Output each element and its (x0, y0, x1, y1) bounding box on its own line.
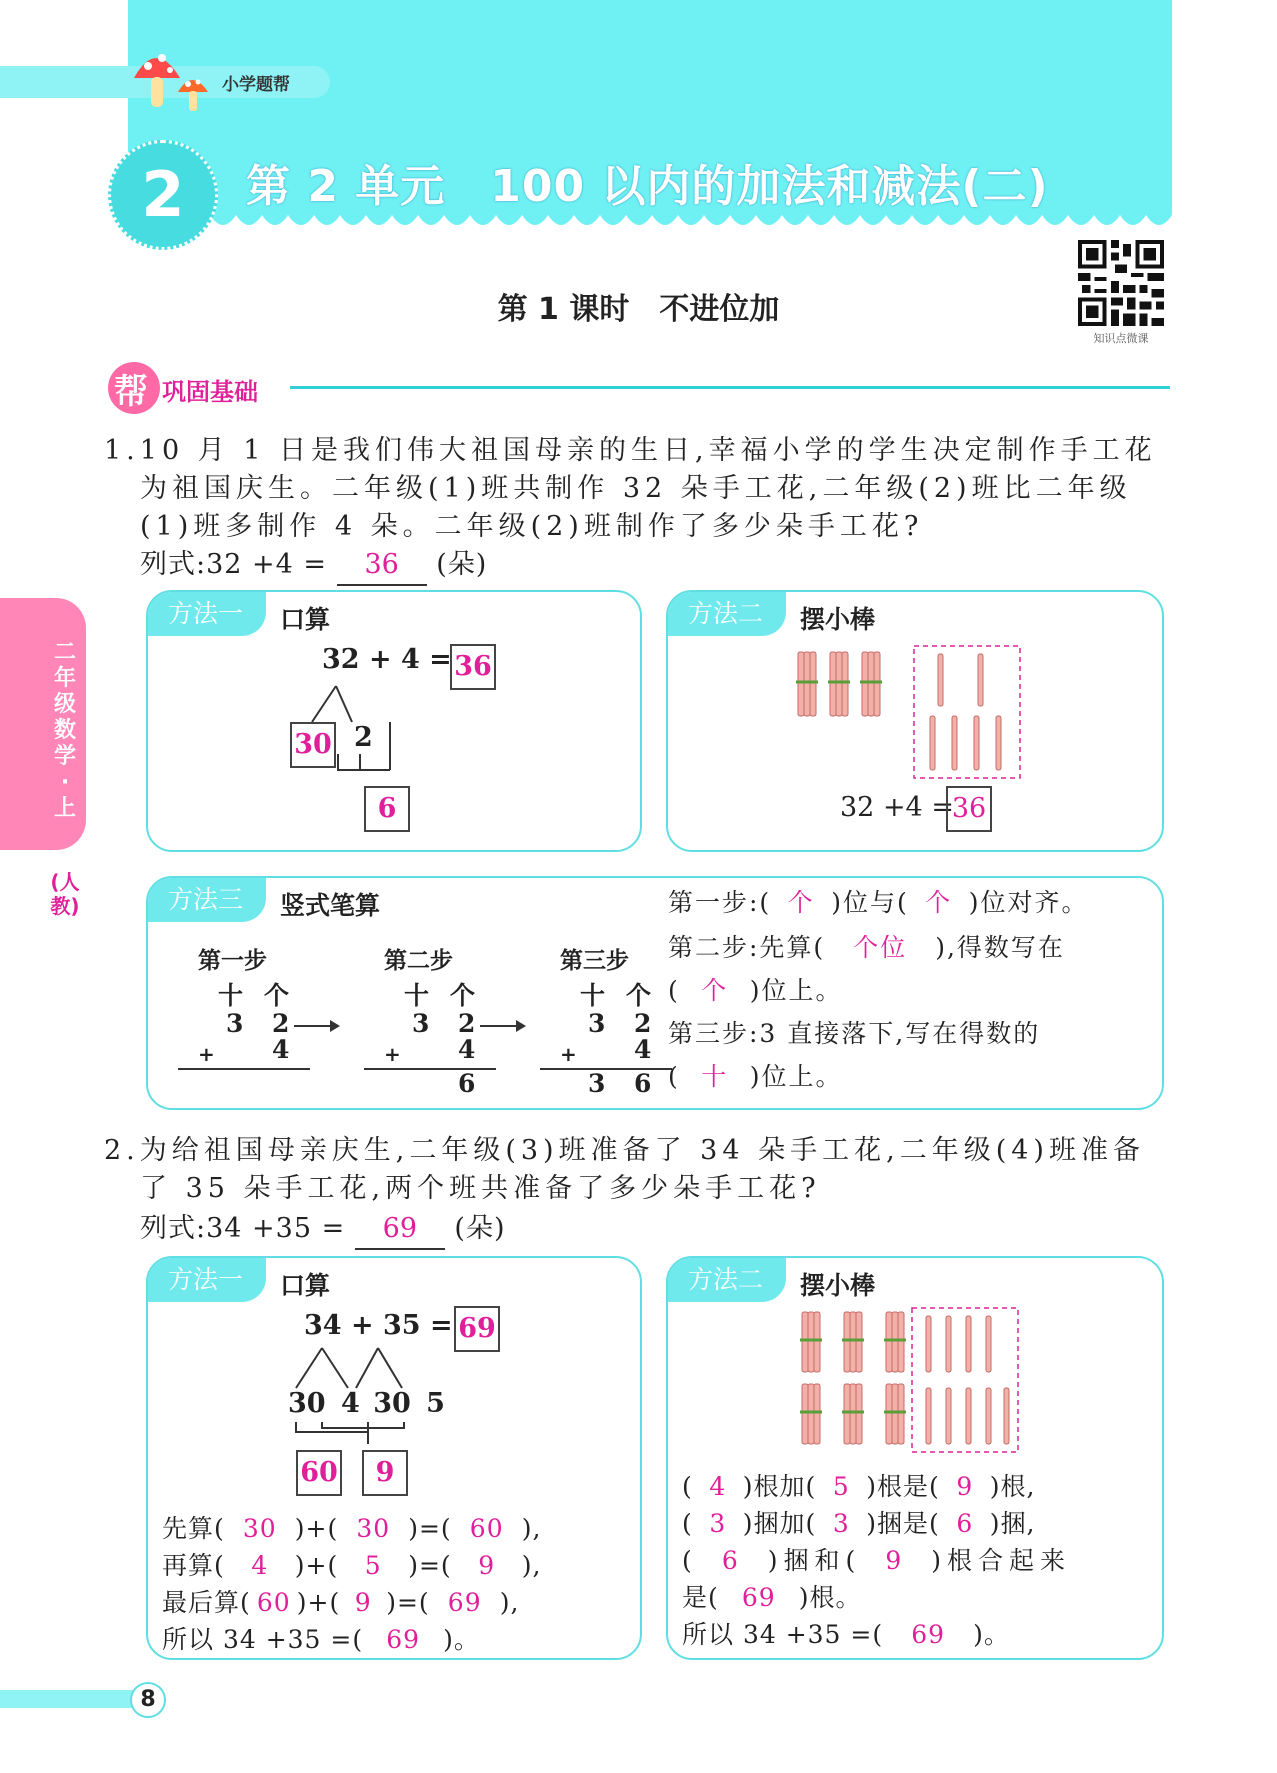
unit-title: 第 2 单元 100 以内的加法和减法(二) (246, 161, 1049, 212)
section-title: 巩固基础 (162, 378, 258, 406)
method-name: 口算 (280, 605, 331, 634)
page-number: 8 (130, 1682, 166, 1718)
lesson-title: 第 1 课时 不进位加 (497, 292, 780, 327)
result-box[interactable]: 69 (454, 1306, 500, 1352)
column-sum: 十 个 3 2 + 4 3 6 (560, 982, 680, 1092)
formula-text: 列式:34 +35 = (140, 1213, 346, 1244)
problem-2-text (104, 1132, 1174, 1208)
mushroom-icon (126, 44, 216, 116)
sticks-expression: 32 +4 = (840, 792, 954, 823)
formula-unit: (朵) (436, 549, 488, 580)
column-sum: 十 个 3 2 + 4 6 (384, 982, 504, 1092)
sticks-picture (788, 642, 1028, 782)
split-lines (248, 1344, 448, 1534)
problem-line: (1)班多制作 4 朵。二年级(2)班制作了多少朵手工花? (140, 511, 924, 542)
method-label: 方法二 (668, 592, 786, 636)
formula-text: 列式:32 +4 = (140, 549, 328, 580)
split-box[interactable]: 30 (290, 722, 336, 768)
page-number-bar (0, 1690, 150, 1708)
method-label: 方法二 (668, 1258, 786, 1302)
problem-number: 1. (104, 435, 140, 466)
sticks-picture (792, 1306, 1032, 1456)
answer-blank[interactable]: 69 (355, 1210, 445, 1250)
arrow-right-icon (480, 1018, 526, 1034)
problem-1-formula (140, 546, 487, 586)
split-number: 2 (354, 722, 373, 753)
method-name: 摆小棒 (800, 605, 876, 634)
step-title: 第二步 (384, 948, 453, 974)
split-numbers: 30 4 30 5 (288, 1388, 445, 1419)
sticks-steps: ( 4 )根加( 5 )根是( 9 )根, ( 3 )捆加( 3 )捆是( 6 )捆, ( 6 )捆和( 9 )根合起来 是( 69 )根。 所以 34 +35 =( 69 )。 (682, 1472, 1072, 1649)
column-sum: 十 个 3 2 + 4 (198, 982, 318, 1092)
formula-unit: (朵) (454, 1213, 506, 1244)
side-tab-label: 二年级数学·上 (53, 640, 76, 821)
qr-code-icon[interactable] (1078, 240, 1164, 326)
problem-1-text (104, 432, 1174, 546)
brand-name: 小学题帮 (222, 75, 290, 95)
p1-method3-box (146, 876, 1164, 1110)
section-badge-text: 帮 (114, 372, 148, 412)
unit-number: 2 (141, 158, 185, 231)
problem-line: 为给祖国母亲庆生,二年级(3)班准备了 34 朵手工花,二年级(4)班准备 (139, 1135, 1145, 1166)
answer-blank[interactable]: 36 (337, 546, 427, 586)
step-title: 第一步 (198, 948, 267, 974)
method-label: 方法一 (148, 1258, 266, 1302)
method-name: 竖式笔算 (280, 891, 381, 920)
arrow-right-icon (294, 1018, 340, 1034)
result-box[interactable]: 36 (450, 644, 496, 690)
split-lines (298, 682, 418, 862)
p2-method1-box (146, 1256, 642, 1660)
tens-sum-box[interactable]: 60 (296, 1450, 342, 1496)
method-name: 口算 (280, 1271, 331, 1300)
step-explanation: 第一步:( 个 )位与( 个 )位对齐。 第二步:先算( 个位 ),得数写在 ( 个 )位上。 第三步:3 直接落下,写在得数的 ( 十 )位上。 (668, 888, 1089, 1091)
problem-line: 了 35 朵手工花,两个班共准备了多少朵手工花? (140, 1173, 821, 1204)
problem-line: 为祖国庆生。二年级(1)班共制作 32 朵手工花,二年级(2)班比二年级 (140, 473, 1132, 504)
ones-sum-box[interactable]: 9 (362, 1450, 408, 1496)
mental-expression: 34 + 35 = (304, 1310, 453, 1341)
qr-caption: 知识点微课 (1093, 332, 1149, 345)
p1-method1-box (146, 590, 642, 852)
section-divider (290, 386, 1170, 389)
result-box[interactable]: 36 (946, 786, 992, 832)
side-tab-edition: (人教) (50, 870, 80, 918)
method-label: 方法一 (148, 592, 266, 636)
step-title: 第三步 (560, 948, 629, 974)
calc-steps: 先算( 30 )+( 30 )=( 60 ), 再算( 4 )+( 5 )=( 9 ), 最后算( 60 )+( 9 )=( 69 ), 所以 34 +35 =( 69 )。 (162, 1514, 542, 1654)
method-name: 摆小棒 (800, 1271, 876, 1300)
problem-line: 10 月 1 日是我们伟大祖国母亲的生日,幸福小学的学生决定制作手工花 (139, 435, 1157, 466)
problem-2-formula (140, 1210, 506, 1250)
p1-method2-box (666, 590, 1164, 852)
mental-expression: 32 + 4 = (322, 644, 452, 675)
problem-number: 2. (104, 1135, 140, 1166)
sum-box[interactable]: 6 (364, 786, 410, 832)
p2-method2-box (666, 1256, 1164, 1660)
method-label: 方法三 (148, 878, 266, 922)
